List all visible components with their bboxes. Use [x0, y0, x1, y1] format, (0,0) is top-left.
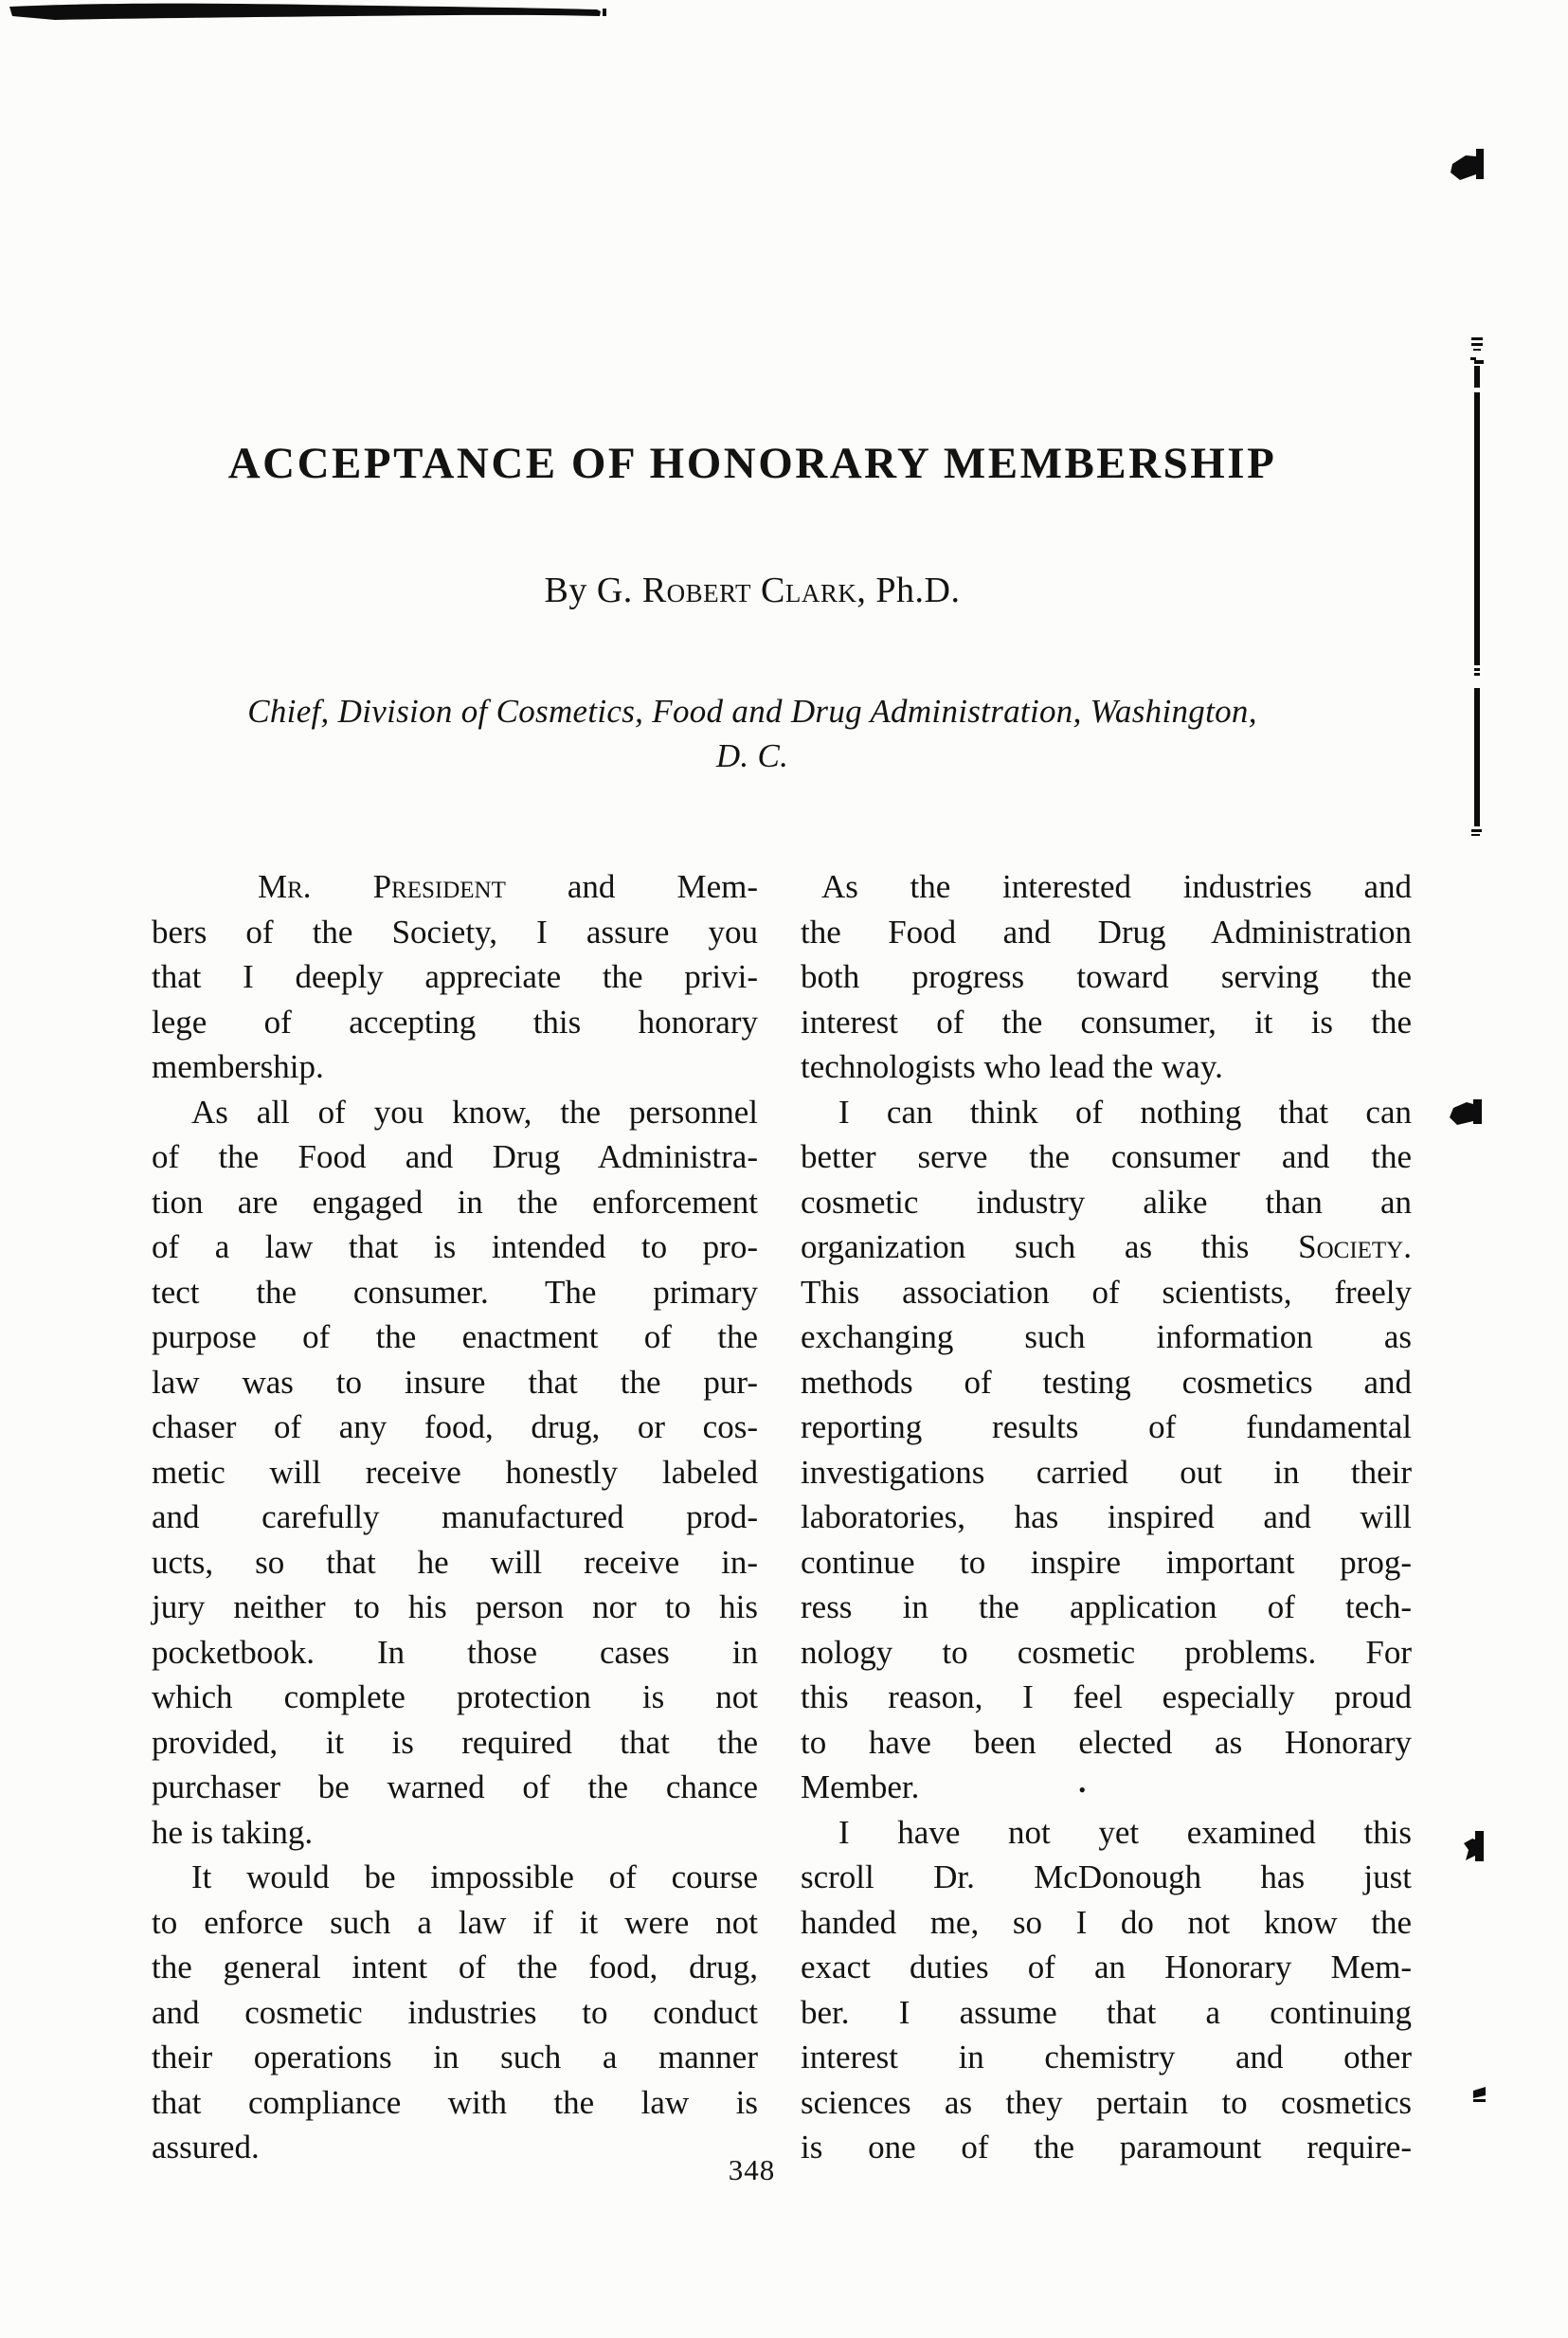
text-line: that I deeply appreciate the privi- — [152, 958, 758, 995]
text-line: It would be impossible of course — [191, 1858, 758, 1895]
text-line: tion are engaged in the enforcement — [152, 1183, 758, 1221]
left-column — [152, 864, 758, 2170]
text-line: law was to insure that the pur- — [152, 1363, 758, 1401]
text-line: purchaser be warned of the chance — [152, 1768, 758, 1805]
text-line: is one of the paramount require- — [801, 2129, 1412, 2166]
smallcaps-text: Mr. President — [258, 868, 506, 905]
text-line: I can think of nothing that can — [838, 1093, 1412, 1131]
text-line: nology to cosmetic problems. For — [801, 1633, 1412, 1671]
text-run: organization such as this — [801, 1228, 1299, 1265]
text-line: purpose of the enactment of the — [152, 1318, 758, 1355]
text-line: ber. I assume that a continuing — [801, 1993, 1412, 2031]
text-line: pocketbook. In those cases in — [152, 1633, 758, 1671]
byline-suffix: , Ph.D. — [856, 571, 961, 610]
text-line: exchanging such information as — [801, 1318, 1412, 1355]
text-line: reporting results of fundamental — [801, 1408, 1412, 1445]
text-line: investigations carried out in their — [801, 1453, 1412, 1491]
text-line: Member. • — [801, 1768, 1087, 1805]
text-line: This association of scientists, freely — [801, 1273, 1412, 1311]
byline-prefix: By G. — [544, 571, 642, 610]
text-line: provided, it is required that the — [152, 1723, 758, 1761]
text-line: assured. — [152, 2129, 260, 2166]
author-name: Robert Clark — [641, 571, 857, 610]
text-line: lege of accepting this honorary — [152, 1003, 758, 1041]
text-line: this reason, I feel especially proud — [801, 1678, 1412, 1715]
affiliation-line-1: Chief, Division of Cosmetics, Food and Drug Administration, Washington, — [247, 693, 1257, 730]
margin-squiggle-mark — [1473, 2087, 1486, 2102]
text-line: handed me, so I do not know the — [801, 1903, 1412, 1941]
text-line: and cosmetic industries to conduct — [152, 1993, 758, 2031]
right-column — [801, 864, 1412, 2170]
text-line: ress in the application of tech- — [801, 1588, 1412, 1625]
margin-vertical-rule — [1471, 366, 1482, 836]
margin-arrow-mark-3 — [1464, 1831, 1484, 1861]
text-line: and carefully manufactured prod- — [152, 1498, 758, 1535]
text-line — [801, 1224, 1412, 1270]
byline — [122, 570, 1382, 611]
text-line: bers of the Society, I assure you — [152, 913, 758, 951]
text-line: to enforce such a law if it were not — [152, 1903, 758, 1941]
text-line — [152, 864, 758, 910]
article-title: ACCEPTANCE OF HONORARY MEMBERSHIP — [227, 439, 1277, 488]
text-run: and Mem- — [505, 868, 758, 905]
text-line: interest in chemistry and other — [801, 2039, 1412, 2075]
text-line: the Food and Drug Administration — [801, 913, 1412, 951]
affiliation-line-2: D. C. — [715, 737, 789, 774]
margin-arrow-mark-2 — [1450, 1099, 1482, 1125]
page-number: 348 — [728, 2153, 776, 2186]
text-line: jury neither to his person nor to his — [152, 1588, 758, 1625]
text-line: methods of testing cosmetics and — [801, 1363, 1412, 1401]
text-line: scroll Dr. McDonough has just — [801, 1858, 1412, 1895]
text-line: As the interested industries and — [821, 868, 1412, 905]
text-line: interest of the consumer, it is the — [801, 1003, 1412, 1041]
top-ink-bar-tick — [603, 9, 606, 16]
text-line: better serve the consumer and the — [801, 1138, 1412, 1175]
text-line: he is taking. — [152, 1813, 314, 1851]
text-line: tect the consumer. The primary — [152, 1273, 758, 1311]
margin-arrow-mark-1 — [1451, 149, 1484, 180]
text-line: that compliance with the law is — [152, 2083, 758, 2121]
smallcaps-text: Society. — [1298, 1228, 1412, 1265]
text-line: exact duties of an Honorary Mem- — [801, 1948, 1412, 1985]
top-ink-bar-artifact — [9, 4, 601, 20]
text-line: which complete protection is not — [152, 1678, 758, 1715]
margin-dash-marks — [1470, 337, 1484, 364]
text-line: the general intent of the food, drug, — [152, 1948, 758, 1985]
text-line: I have not yet examined this — [838, 1813, 1412, 1851]
text-line: of the Food and Drug Administra- — [152, 1138, 758, 1175]
text-line: both progress toward serving the — [801, 958, 1412, 995]
text-line: technologists who lead the way. — [801, 1048, 1223, 1085]
text-line: to have been elected as Honorary — [801, 1723, 1412, 1761]
text-line: continue to inspire important prog- — [801, 1543, 1412, 1581]
author-affiliation — [122, 689, 1382, 778]
text-line: chaser of any food, drug, or cos- — [152, 1408, 758, 1445]
text-run: Member. — [801, 1768, 920, 1805]
text-line: metic will receive honestly labeled — [152, 1453, 758, 1491]
text-line: membership. — [152, 1048, 324, 1085]
text-line: As all of you know, the personnel — [191, 1093, 758, 1131]
text-line: laboratories, has inspired and will — [801, 1498, 1412, 1535]
text-line: cosmetic industry alike than an — [801, 1183, 1412, 1221]
text-line: sciences as they pertain to cosmetics — [801, 2083, 1412, 2121]
text-line: their operations in such a manner — [152, 2039, 758, 2075]
text-line: ucts, so that he will receive in- — [152, 1543, 758, 1581]
text-line: of a law that is intended to pro- — [152, 1228, 758, 1265]
